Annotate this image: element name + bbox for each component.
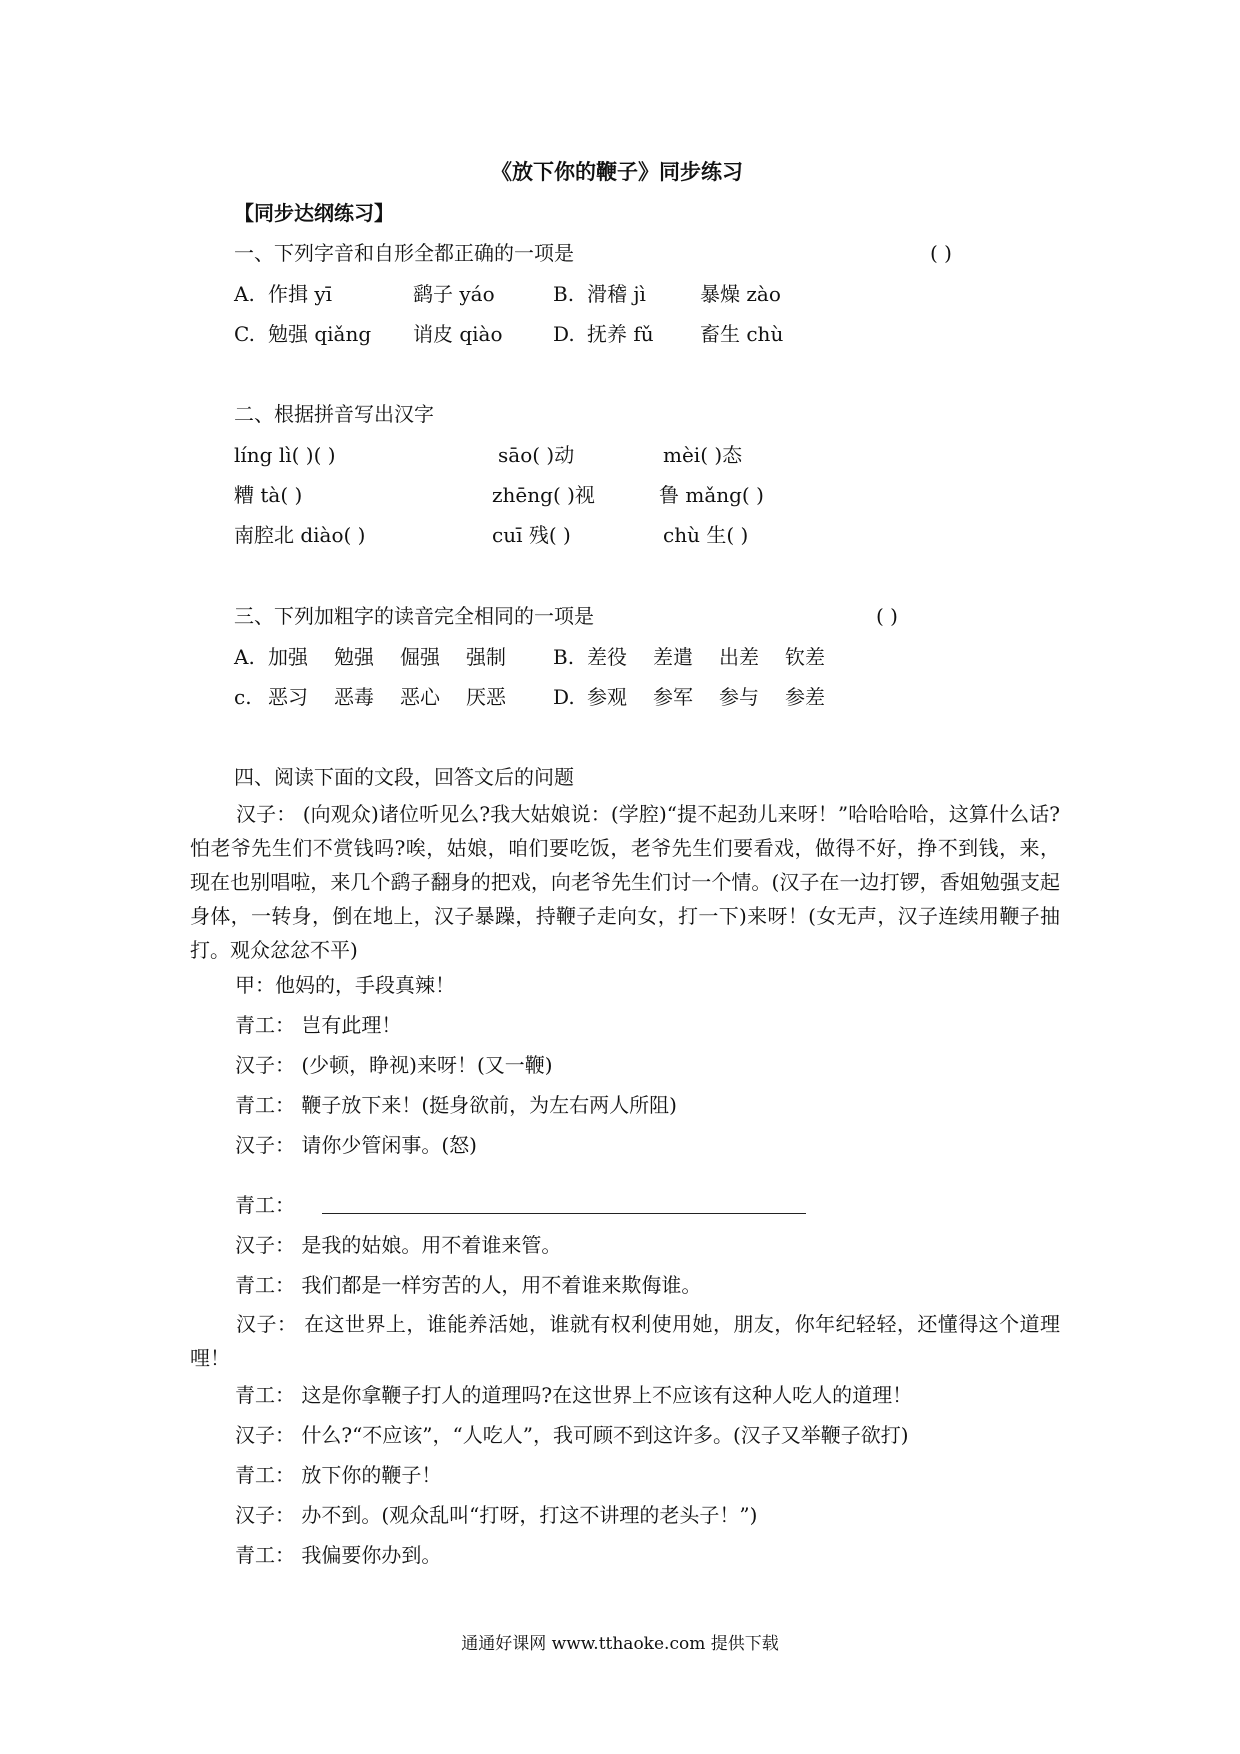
q4-stem: 四、阅读下面的文段，回答文后的问题 — [234, 765, 574, 789]
q3-stem: 三、下列加粗字的读音完全相同的一项是 — [234, 604, 594, 628]
q1-answer-paren: ( ) — [930, 241, 952, 265]
q2-item: chù 生( ) — [663, 523, 749, 547]
q3-option-d-word: 参观 — [587, 685, 627, 709]
q2-item: zhēng( )视 — [492, 483, 595, 507]
q2-stem: 二、根据拼音写出汉字 — [234, 402, 434, 426]
section-heading: 【同步达纲练习】 — [234, 201, 394, 225]
q3-option-a-word: 加强 — [268, 645, 308, 669]
q3-option-a-word: 强制 — [466, 645, 506, 669]
dialogue-line: 汉子： 请你少管闲事。(怒) — [235, 1133, 477, 1157]
q1-option-b-word1: 滑稽 jì — [587, 282, 646, 306]
dialogue-line: 青工： 放下你的鞭子！ — [235, 1463, 442, 1487]
q2-item: sāo( )动 — [498, 443, 575, 467]
q3-option-d-label: D. — [553, 685, 575, 709]
q2-item: cuī 残( ) — [492, 523, 571, 547]
q3-option-b-word: 出差 — [719, 645, 759, 669]
q1-option-d-word2: 畜生 chù — [700, 322, 784, 346]
answer-blank-line — [322, 1213, 806, 1214]
q1-stem: 一、下列字音和自形全都正确的一项是 — [234, 241, 574, 265]
dialogue-line: 汉子： 是我的姑娘。用不着谁来管。 — [235, 1233, 562, 1257]
page-footer: 通通好课网 www.tthaoke.com 提供下载 — [461, 1634, 779, 1654]
q3-option-d-word: 参与 — [719, 685, 759, 709]
q2-item: 南腔北 diào( ) — [234, 523, 366, 547]
q1-option-b-word2: 暴燥 zào — [700, 282, 781, 306]
q3-option-b-word: 差遣 — [653, 645, 693, 669]
q2-item: 糟 tà( ) — [234, 483, 303, 507]
dialogue-line: 汉子： 什么?“不应该”，“人吃人”，我可顾不到这许多。(汉子又举鞭子欲打) — [235, 1423, 909, 1447]
q1-option-c-word2: 诮皮 qiào — [413, 322, 503, 346]
dialogue-line: 汉子： 办不到。(观众乱叫“打呀，打这不讲理的老头子！”) — [235, 1503, 758, 1527]
q3-answer-paren: ( ) — [876, 604, 898, 628]
q1-option-c-label: C. — [234, 322, 255, 346]
q1-option-a-word2: 鹞子 yáo — [413, 282, 495, 306]
q1-option-d-word1: 抚养 fǔ — [587, 322, 654, 346]
q3-option-a-word: 倔强 — [400, 645, 440, 669]
q3-option-a-label: A. — [234, 645, 255, 669]
passage-paragraph: 汉子： (向观众)诸位听见么?我大姑娘说：(学腔)“提不起劲儿来呀！”哈哈哈哈，这算什么话?怕老爷先生们不赏钱吗?唉，姑娘，咱们要吃饭，老爷先生们要看戏，做得不好，挣不到钱，来，现在也别唱啦，来几个鹞子翻身的把戏，向老爷先生们讨一个情。(汉子在一边打锣，香姐勉强支起身体，一转身，倒在地上，汉子暴躁，持鞭子走向女，打一下)来呀！(女无声，汉子连续用鞭子抽打。观众忿忿不平) — [190, 802, 1060, 962]
page-title: 《放下你的鞭子》同步练习 — [491, 160, 743, 184]
q1-option-b-label: B. — [553, 282, 575, 306]
q3-option-b-word: 差役 — [587, 645, 627, 669]
q3-option-b-word: 钦差 — [785, 645, 825, 669]
q2-item: mèi( )态 — [663, 443, 743, 467]
dialogue-paragraph: 汉子： 在这世界上，谁能养活她，谁就有权利使用她，朋友，你年纪轻轻，还懂得这个道理哩！ — [190, 1312, 1060, 1370]
q3-option-c-word: 恶习 — [268, 685, 308, 709]
q1-option-d-label: D. — [553, 322, 575, 346]
dialogue-line: 青工： 这是你拿鞭子打人的道理吗?在这世界上不应该有这种人吃人的道理！ — [235, 1383, 913, 1407]
dialogue-line: 甲：他妈的，手段真辣！ — [235, 973, 455, 997]
dialogue-line: 青工： 岂有此理！ — [235, 1013, 402, 1037]
q3-option-a-word: 勉强 — [334, 645, 374, 669]
q1-option-a-label: A. — [234, 282, 255, 306]
q3-option-c-word: 恶心 — [400, 685, 440, 709]
dialogue-line: 青工： 我们都是一样穷苦的人，用不着谁来欺侮谁。 — [235, 1273, 702, 1297]
q3-option-c-label: c. — [234, 685, 252, 709]
dialogue-line: 青工： — [235, 1193, 295, 1217]
q3-option-c-word: 厌恶 — [466, 685, 506, 709]
q3-option-d-word: 参军 — [653, 685, 693, 709]
q3-option-d-word: 参差 — [785, 685, 825, 709]
q3-option-b-label: B. — [553, 645, 575, 669]
q1-option-c-word1: 勉强 qiǎng — [268, 322, 372, 346]
q3-option-c-word: 恶毒 — [334, 685, 374, 709]
q2-item: líng lì( )( ) — [234, 443, 336, 467]
q1-option-a-word1: 作揖 yī — [268, 282, 333, 306]
dialogue-line: 青工： 鞭子放下来！(挺身欲前，为左右两人所阻) — [235, 1093, 677, 1117]
dialogue-line: 汉子： (少顿，睁视)来呀！(又一鞭) — [235, 1053, 553, 1077]
dialogue-line: 青工： 我偏要你办到。 — [235, 1543, 442, 1567]
q2-item: 鲁 mǎng( ) — [659, 483, 764, 507]
